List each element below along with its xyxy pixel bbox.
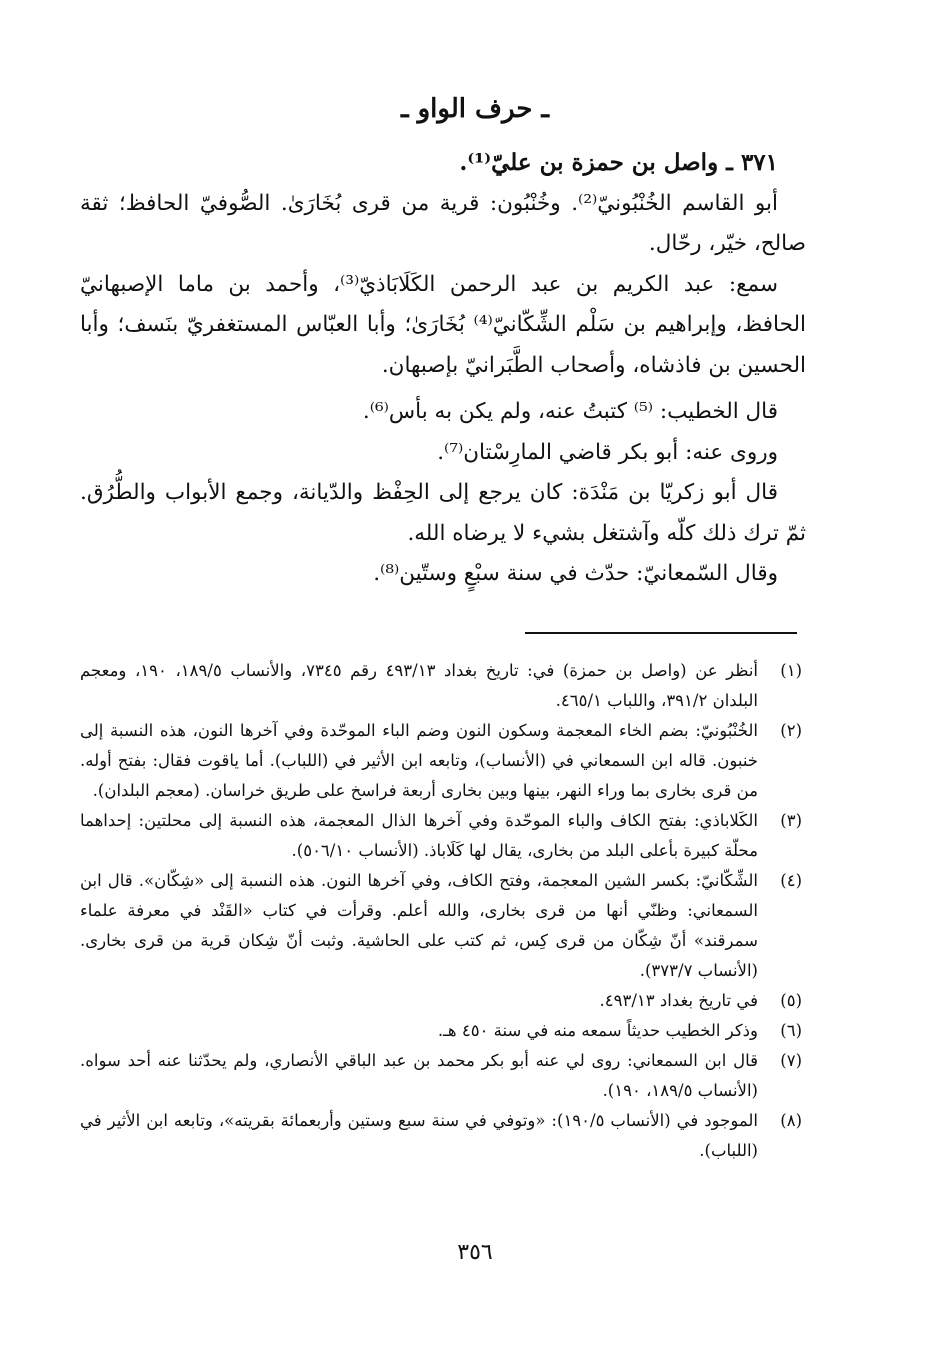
chapter-title: ـ حرف الواو ـ xyxy=(400,94,550,124)
footnote xyxy=(80,716,802,806)
footnote-number: (٦) xyxy=(780,1021,802,1040)
biography-entry xyxy=(80,143,806,595)
footnote xyxy=(80,656,802,716)
footnote-number: (٥) xyxy=(780,991,802,1010)
footnote-number: (١) xyxy=(780,661,802,680)
entry-paragraph: قال الخطيب: ⁽⁵⁾ كتبتُ عنه، ولم يكن به بأس⁽⁶⁾. xyxy=(362,399,778,424)
footnote-divider xyxy=(525,632,797,634)
footnote-text: الشِّكّانيّ: بكسر الشين المعجمة، وفتح الكاف، وفي آخرها النون. هذه النسبة إلى «شِكّان». قال ابن السمعاني: وظنّي أنها من قرى بخارى، والله أعلم. وقرأت في كتاب «القَنْد في معرفة علماء سمرقند» أنّ شِكّان من قرى كِس، ثم كتب على الحاشية. وثبت أنّ شِكان قرية من قرى بخارى. (الأنساب ٣٧٣/٧). xyxy=(80,871,758,980)
entry-paragraph: قال أبو زكريّا بن مَنْدَة: كان يرجع إلى الحِفْظ والدّيانة، وجمع الأبواب والطُّرُق. ثمّ ترك ذلك كلّه وآشتغل بشيء لا يرضاه الله. xyxy=(80,480,806,546)
footnote-text: أنظر عن (واصل بن حمزة) في: تاريخ بغداد ٤٩٣/١٣ رقم ٧٣٤٥، والأنساب ١٨٩/٥، ١٩٠، ومعجم البلدان ٣٩١/٢، واللباب ٤٦٥/١. xyxy=(80,661,758,710)
footnote-number: (٧) xyxy=(780,1051,802,1070)
footnotes xyxy=(80,656,802,1166)
footnote xyxy=(80,1106,802,1166)
footnote-number: (٨) xyxy=(780,1111,802,1130)
footnote-number: (٣) xyxy=(780,811,802,830)
footnote xyxy=(80,1046,802,1106)
footnote-number: (٤) xyxy=(780,871,802,890)
entry-paragraph: سمع: عبد الكريم بن عبد الرحمن الكَلَابَاذيّ⁽³⁾، وأحمد بن ماما الإصبهانيّ الحافظ، وإبراهيم بن سَلْم الشِّكّانيّ⁽⁴⁾ بُخَارَىٰ؛ وأبا العبّاس المستغفريّ بنَسف؛ وأبا الحسين بن فاذشاه، وأصحاب الطَّبَرانيّ بإصبهان. xyxy=(80,271,806,378)
entry-paragraph: وقال السّمعانيّ: حدّث في سنة سبْعٍ وستّين⁽⁸⁾. xyxy=(373,561,778,586)
footnote-text: قال ابن السمعاني: روى لي عنه أبو بكر محمد بن عبد الباقي الأنصاري، ولم يحدّثنا عنه أحد سواه. (الأنساب ١٨٩/٥، ١٩٠). xyxy=(80,1051,758,1100)
footnote xyxy=(80,986,802,1016)
footnote-text: في تاريخ بغداد ٤٩٣/١٣. xyxy=(599,991,758,1010)
page-number: ٣٥٦ xyxy=(457,1240,493,1265)
footnote-text: وذكر الخطيب حديثاً سمعه منه في سنة ٤٥٠ هـ. xyxy=(437,1021,758,1040)
footnote xyxy=(80,866,802,986)
footnote-number: (٢) xyxy=(780,721,802,740)
footnote xyxy=(80,806,802,866)
entry-paragraph: أبو القاسم الخُنْبُونيّ⁽²⁾. وخُنْبُون: قرية من قرى بُخَارَىٰ. الصُّوفيّ الحافظ؛ ثقة صالح، خيّر، رحّال. xyxy=(80,190,806,256)
footnote xyxy=(80,1016,802,1046)
entry-heading: ٣٧١ ـ واصل بن حمزة بن عليّ⁽¹⁾. xyxy=(459,149,778,176)
footnote-text: الكَلاباذي: بفتح الكاف والباء الموحّدة وفي آخرها الذال المعجمة، هذه النسبة إلى محلتين: إحداهما محلّة كبيرة بأعلى البلد من بخارى، يقال لها كَلَاباذ. (الأنساب ٥٠٦/١٠). xyxy=(80,811,758,860)
footnote-text: الخُنْبُونيّ: بضم الخاء المعجمة وسكون النون وضم الباء الموحّدة وفي آخرها النون، هذه النسبة إلى خنبون. قاله ابن السمعاني في (الأنساب)، وتابعه ابن الأثير في (اللباب). أما ياقوت فقال: بفتح أوله. من قرى بخارى بما وراء النهر، بينها وبين بخارى أربعة فراسخ على طريق خراسان. (معجم البلدان). xyxy=(80,721,758,800)
footnote-text: الموجود في (الأنساب ١٩٠/٥): «وتوفي في سنة سبع وستين وأربعمائة بقريته»، وتابعه ابن الأثير في (اللباب). xyxy=(80,1111,758,1160)
entry-paragraph: وروى عنه: أبو بكر قاضي المارِسْتان⁽⁷⁾. xyxy=(437,439,778,465)
